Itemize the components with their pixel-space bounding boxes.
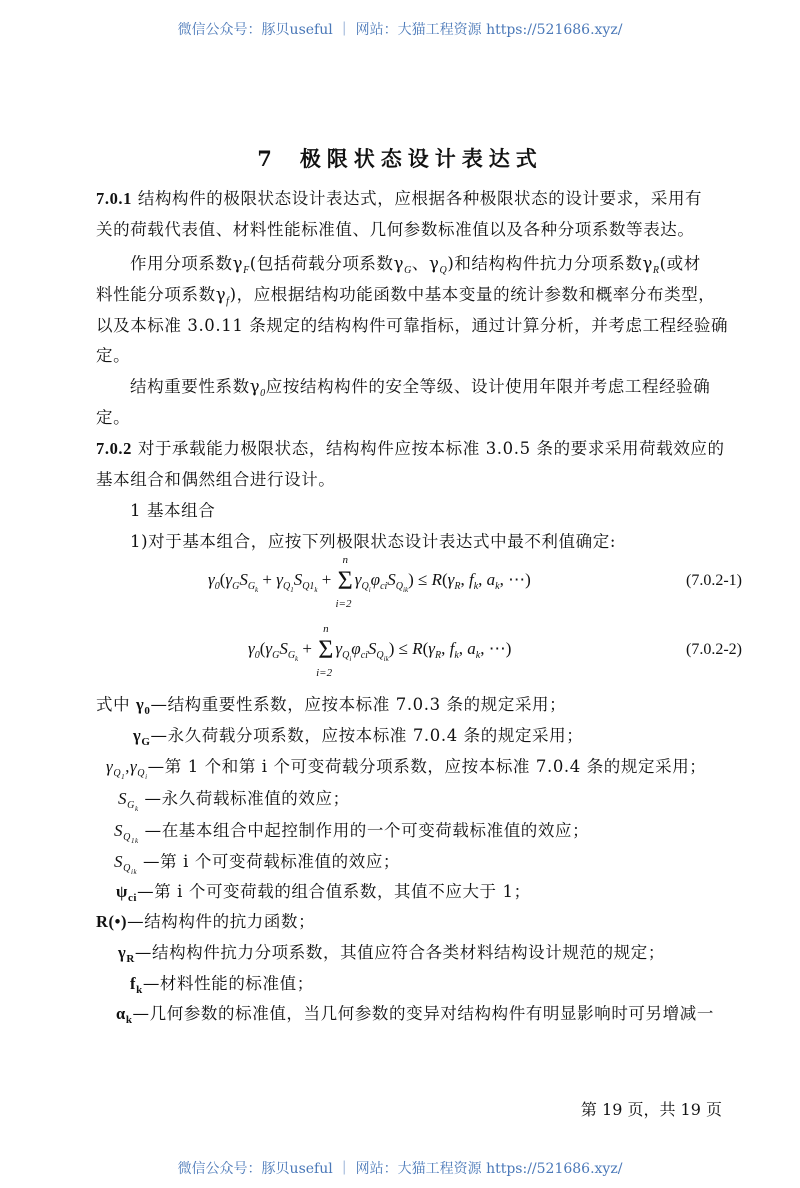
body-line (130, 500, 215, 522)
text-segment: S (279, 639, 288, 658)
chapter-title-text: 极限状态设计表达式 (299, 146, 543, 171)
text-segment: 定。 (96, 408, 131, 427)
text-segment: k (136, 984, 143, 996)
legend-line (106, 756, 706, 788)
text-segment: 定。 (96, 346, 131, 365)
text-segment: , (460, 570, 469, 589)
text-segment: 关的荷载代表值、材料性能标准值、几何参数标准值以及各种分项系数等表达。 (96, 220, 695, 239)
text-segment: , ⋯) (499, 570, 531, 589)
text-segment: f (130, 974, 137, 993)
text-segment: R (126, 953, 135, 965)
body-line (96, 407, 130, 429)
text-segment: )和结构构件抗力分项系数γ (447, 254, 653, 273)
body-line (130, 531, 616, 553)
text-segment: k (255, 586, 259, 594)
text-segment: γ (118, 943, 127, 962)
text-segment: f (449, 639, 455, 658)
text-segment: i (349, 655, 352, 663)
text-segment: α (116, 1004, 126, 1023)
text-segment: γ (248, 639, 255, 658)
legend-line (133, 725, 583, 753)
legend-line (96, 694, 566, 722)
text-segment: k (495, 581, 500, 592)
legend-line (118, 942, 665, 970)
body-line (96, 469, 335, 491)
text-segment: ci (127, 892, 138, 904)
text-segment: —第 i 个可变荷载的组合值系数，其值不应大于 1； (137, 882, 531, 901)
text-segment: γ (447, 570, 455, 589)
text-segment: 对于承载能力极限状态，结构构件应按本标准 3.0.5 条的要求采用荷载效应的 (132, 439, 725, 458)
sum-sign: Σ (318, 635, 334, 664)
legend-line (116, 1003, 714, 1031)
legend-line (114, 820, 589, 852)
text-segment: + (258, 570, 277, 589)
text-segment: G (287, 650, 296, 661)
body-line (96, 315, 728, 337)
equation (248, 623, 512, 679)
text-segment: a (486, 570, 496, 589)
text-segment: , (458, 639, 468, 658)
text-segment: ( (219, 570, 226, 589)
legend-line (118, 788, 350, 820)
text-segment: (包括荷载分项系数γ (249, 254, 405, 273)
text-segment: i (145, 773, 148, 781)
equation-number: (7.0.2-1) (686, 572, 742, 589)
text-segment: S (367, 639, 377, 658)
summation-symbol (316, 623, 334, 679)
text-segment: γ (428, 639, 435, 658)
summation-symbol (335, 554, 353, 610)
text-segment: γ (133, 726, 142, 745)
body-line (96, 284, 715, 313)
text-segment: G (272, 650, 280, 661)
text-segment: 应按结构构件的安全等级、设计使用年限并考虑工程经验确 (265, 377, 711, 396)
watermark-header: 微信公众号：豚贝useful ｜ 网站：大猫工程资源 https://521686.xyz/ (177, 22, 623, 38)
text-segment: —永久荷载分项系数，应按本标准 7.0.4 条的规定采用； (150, 726, 584, 745)
text-segment: Q (123, 832, 131, 843)
text-segment: G (247, 581, 256, 592)
text-segment: 0 (260, 388, 266, 399)
text-segment: ( (422, 639, 429, 658)
text-segment: + (317, 570, 336, 589)
text-segment: R(•) (96, 912, 128, 931)
text-segment: R (652, 265, 660, 276)
text-segment: ik (403, 586, 409, 594)
text-segment: 0 (254, 650, 260, 661)
text-segment: 7.0.2 (96, 439, 132, 458)
text-segment: ik (383, 655, 389, 663)
text-segment: ( (259, 639, 266, 658)
body-line (130, 253, 701, 282)
text-segment: Q (137, 768, 146, 779)
text-segment: F (243, 265, 250, 276)
text-segment: γ (208, 570, 215, 589)
text-segment: k (125, 1014, 133, 1026)
page-number: 第 19 页，共 19 页 (580, 1100, 722, 1119)
text-segment: f (226, 296, 230, 307)
text-segment: —第 1 个和第 i 个可变荷载分项系数，应按本标准 7.0.4 条的规定采用； (147, 757, 707, 776)
text-segment: k (475, 650, 481, 661)
equation (208, 554, 531, 610)
text-segment: S (387, 570, 396, 589)
text-segment: 以及本标准 3.0.11 条规定的结构构件可靠指标，通过计算分析，并考虑工程经验确 (96, 316, 729, 335)
legend-line (96, 911, 315, 933)
text-segment: —结构重要性系数，应按本标准 7.0.3 条的规定采用； (150, 695, 567, 714)
text-segment: a (467, 639, 476, 658)
text-segment: , (441, 639, 450, 658)
text-segment: + (298, 639, 317, 658)
text-segment: i (368, 586, 371, 594)
text-segment: γ (136, 695, 145, 714)
text-segment: Q (282, 581, 291, 592)
text-segment: —结构构件的抗力函数； (127, 912, 316, 931)
text-segment: φ (351, 639, 361, 658)
text-segment: S (239, 570, 248, 589)
legend-line (114, 851, 400, 883)
watermark-footer: 微信公众号：豚贝useful ｜ 网站：大猫工程资源 https://521686.xyz/ (177, 1161, 623, 1177)
text-segment: 料性能分项系数γ (96, 285, 227, 304)
text-segment: 0 (144, 705, 151, 717)
body-line (96, 219, 695, 241)
body-line (96, 438, 725, 460)
text-segment: 1 (290, 586, 294, 594)
text-segment: Q (376, 650, 384, 661)
body-line (96, 188, 702, 210)
text-segment: G (404, 265, 412, 276)
text-segment: 结构构件的极限状态设计表达式，应根据各种极限状态的设计要求，采用有 (132, 189, 703, 208)
sum-lower-limit: i=2 (335, 598, 352, 610)
chapter-number: 7 (257, 146, 278, 171)
text-segment: —永久荷载标准值的效应； (138, 789, 350, 808)
text-segment: (或材 (659, 254, 701, 273)
text-segment: , (125, 757, 130, 776)
text-segment: Q (395, 581, 404, 592)
text-segment: k (454, 650, 459, 661)
text-segment: Q (113, 768, 122, 779)
text-segment: 0 (214, 581, 220, 592)
text-segment: ci (380, 581, 388, 592)
text-segment: 、γ (411, 254, 440, 273)
text-segment: γ (129, 757, 138, 776)
text-segment: —结构构件抗力分项系数，其值应符合各类材料结构设计规范的规定； (134, 943, 665, 962)
text-segment: ci (360, 650, 368, 661)
text-segment: 1)对于基本组合，应按下列极限状态设计表达式中最不利值确定: (130, 532, 616, 551)
text-segment: )，应根据结构功能函数中基本变量的统计参数和概率分布类型， (229, 285, 716, 304)
sum-upper-limit: n (342, 554, 348, 566)
text-segment: 7.0.1 (96, 189, 132, 208)
text-segment: Q (342, 650, 350, 661)
legend-line (130, 973, 314, 1001)
text-segment: R (431, 570, 442, 589)
text-segment: Q (123, 863, 131, 874)
text-segment: γ (106, 757, 114, 776)
text-segment: S (114, 821, 124, 840)
text-segment: S (118, 789, 128, 808)
text-segment: γ (276, 570, 283, 589)
text-segment: —在基本组合中起控制作用的一个可变荷载标准值的效应； (138, 821, 590, 840)
sum-upper-limit: n (323, 623, 329, 635)
text-segment: 结构重要性系数γ (130, 377, 261, 396)
text-segment: 作用分项系数γ (130, 254, 244, 273)
text-segment: γ (225, 570, 233, 589)
text-segment: k (314, 586, 318, 594)
sum-sign: Σ (337, 566, 353, 595)
legend-line (116, 881, 531, 909)
text-segment: R (412, 639, 423, 658)
text-segment: —几何参数的标准值，当几何参数的变异对结构构件有明显影响时可另增减一 (132, 1004, 714, 1023)
text-segment: S (293, 570, 303, 589)
text-segment: G (232, 581, 240, 592)
text-segment: —第 i 个可变荷载标准值的效应； (137, 852, 401, 871)
text-segment: k (134, 805, 139, 813)
text-segment: G (127, 800, 135, 811)
text-segment: γ (354, 570, 362, 589)
text-segment: , ⋯) (480, 639, 512, 658)
text-segment: R (434, 650, 442, 661)
text-segment: ) ≤ (388, 639, 413, 658)
text-segment: ψ (116, 882, 128, 901)
text-segment: γ (265, 639, 273, 658)
equation-number: (7.0.2-2) (686, 641, 742, 658)
text-segment: f (468, 570, 474, 589)
text-segment: Q (439, 265, 448, 276)
text-segment: γ (335, 639, 343, 658)
text-segment: , (478, 570, 487, 589)
text-segment: S (114, 852, 124, 871)
text-segment: Q (361, 581, 369, 592)
text-segment: —材料性能的标准值； (142, 974, 314, 993)
text-segment: G (141, 736, 151, 748)
text-segment: ) ≤ (408, 570, 432, 589)
text-segment: 式中 (96, 695, 137, 714)
text-segment: ik (130, 868, 138, 876)
text-segment: φ (370, 570, 381, 589)
text-segment: k (473, 581, 479, 592)
text-segment: ( (441, 570, 448, 589)
sum-lower-limit: i=2 (316, 667, 333, 679)
text-segment: Q1 (302, 581, 315, 592)
body-line (96, 345, 130, 367)
text-segment: 1 (121, 773, 126, 781)
body-line (130, 376, 710, 405)
chapter-title (0, 143, 800, 173)
text-segment: R (454, 581, 461, 592)
text-segment: 1k (130, 837, 139, 845)
text-segment: 1 基本组合 (130, 501, 216, 520)
text-segment: 基本组合和偶然组合进行设计。 (96, 470, 336, 489)
text-segment: k (295, 655, 299, 663)
